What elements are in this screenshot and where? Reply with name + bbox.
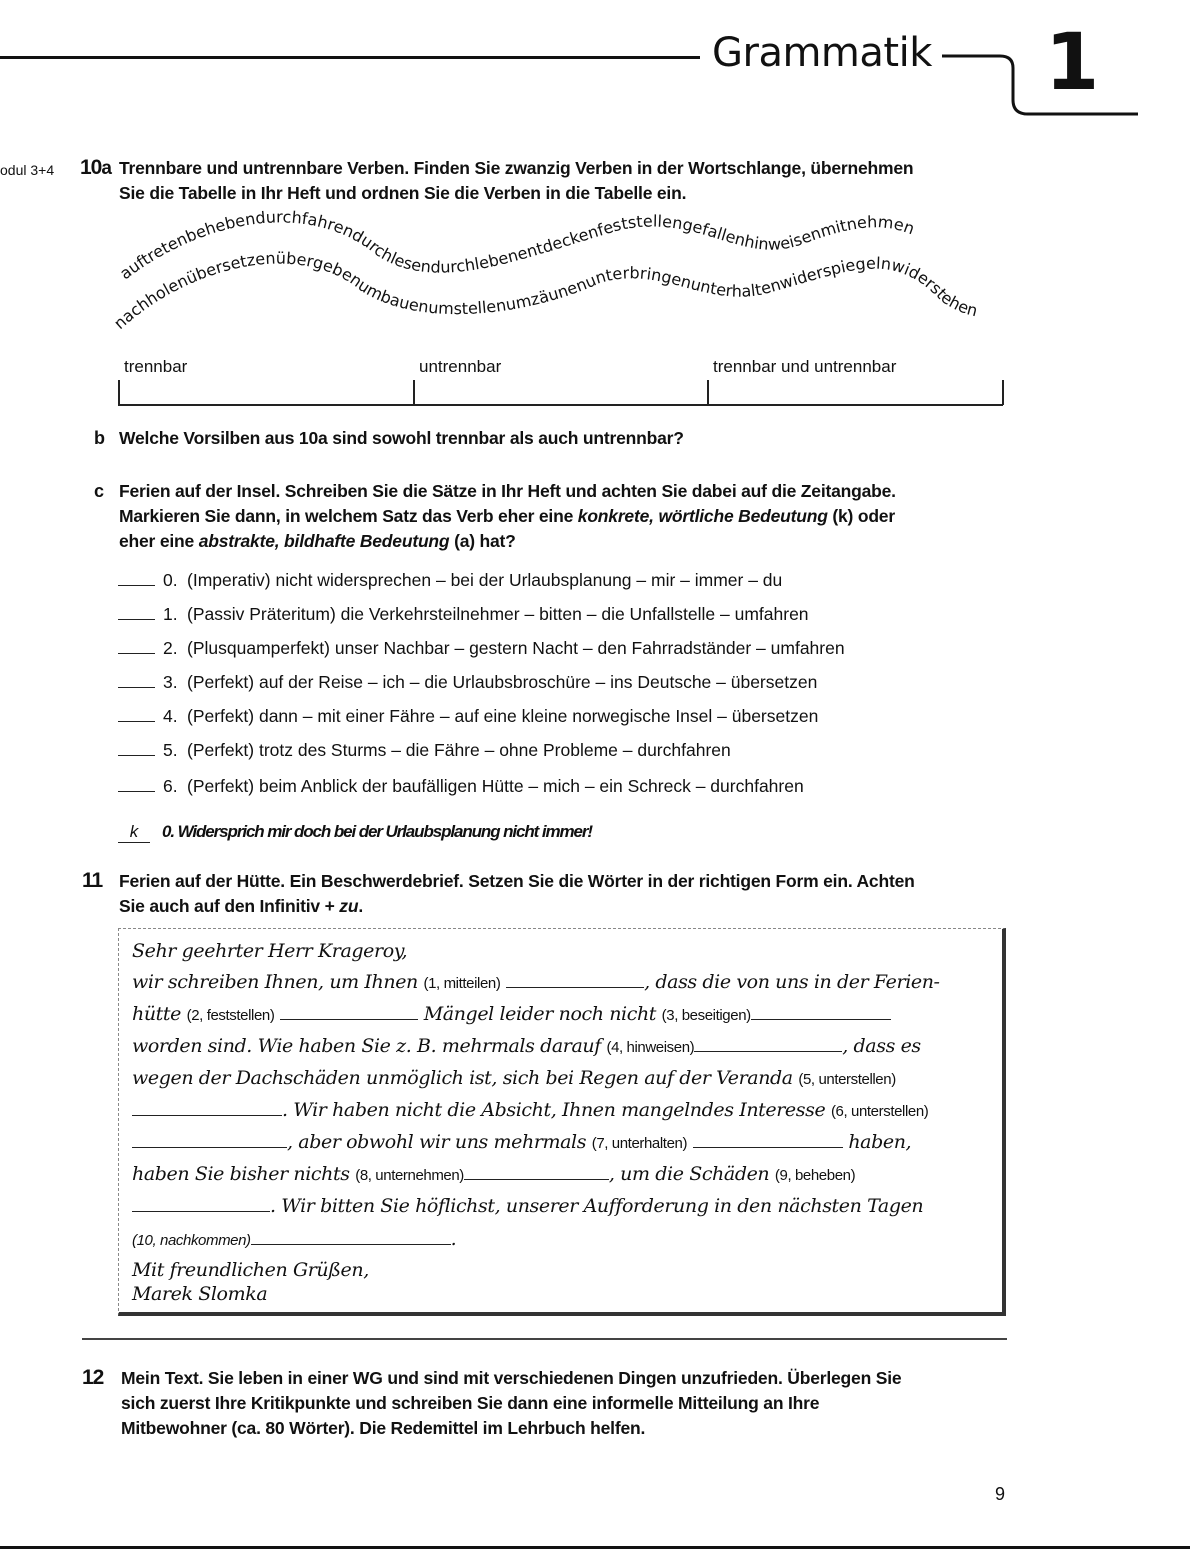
exercise-number-12: 12 [82, 1366, 104, 1389]
table-divider [118, 380, 120, 405]
answer-blank[interactable] [118, 673, 155, 688]
letter-salutation: Sehr geehrter Herr Krageroy, [132, 940, 408, 962]
sentence-item: 0. (Imperativ) nicht widersprechen – bei der Urlaubsplanung – mir – immer – du [118, 570, 782, 594]
table-divider [707, 380, 709, 405]
letter-line: wir schreiben Ihnen, um Ihnen (1, mitteilen) , dass die von uns in der Ferien- [132, 971, 940, 993]
letter-line: , aber obwohl wir uns mehrmals (7, unterhalten) haben, [132, 1131, 911, 1153]
table-divider [1002, 380, 1004, 405]
exercise-10c-instruction: Ferien auf der Insel. Schreiben Sie die Sätze in Ihr Heft und achten Sie dabei auf die Zeitangabe. Markieren Sie dann, in welchem Satz das Verb eher eine konkrete, wörtliche Bedeutung (k) oder eher eine abstrakte, bildhafte Bedeutung (a) hat? [119, 481, 896, 551]
gap-8[interactable] [464, 1165, 609, 1180]
sentence-item: 4. (Perfekt) dann – mit einer Fähre – auf eine kleine norwegische Insel – übersetzen [118, 706, 818, 730]
letter-line: worden sind. Wie haben Sie z. B. mehrmals darauf (4, hinweisen) , dass es [132, 1035, 921, 1057]
letter-line: hütte (2, feststellen) Mängel leider noch nicht (3, beseitigen) [132, 1003, 891, 1025]
module-label: odul 3+4 [0, 162, 55, 178]
example-answer [118, 822, 592, 843]
letter-line: haben Sie bisher nichts (8, unternehmen) , um die Schäden (9, beheben) [132, 1163, 856, 1185]
header-connector-line [940, 0, 1140, 120]
gap-3[interactable] [751, 1005, 891, 1020]
answer-blank[interactable] [118, 639, 155, 654]
gap-2[interactable] [280, 1005, 418, 1020]
table-header-trennbar: trennbar [124, 357, 188, 376]
answer-blank[interactable] [118, 605, 155, 620]
gap-6[interactable] [132, 1133, 287, 1148]
exercise-10c-letter: c [94, 481, 105, 501]
page-bottom-rule [0, 1546, 1190, 1549]
header-rule [0, 56, 700, 59]
word-snake-lower: nachholenübersetzenübergebenumbauenumstellenumzäunenunterbringenunterhaltenwiderspiegelnwiderstehen [109, 248, 980, 333]
gap-4[interactable] [694, 1037, 842, 1052]
sentence-item: 5. (Perfekt) trotz des Sturms – die Fähre – ohne Probleme – durchfahren [118, 740, 731, 764]
table-header-untrennbar: untrennbar [419, 357, 502, 376]
answer-blank[interactable] [118, 707, 155, 722]
sentence-item: 2. (Plusquamperfekt) unser Nachbar – gestern Nacht – den Fahrradständer – umfahren [118, 638, 845, 662]
sentence-item: 1. (Passiv Präteritum) die Verkehrsteilnehmer – bitten – die Unfallstelle – umfahren [118, 604, 809, 628]
gap-7[interactable] [693, 1133, 843, 1148]
letter-line: . Wir bitten Sie höflichst, unserer Aufforderung in den nächsten Tagen [132, 1195, 923, 1217]
table-header-both: trennbar und untrennbar [713, 357, 897, 376]
section-divider [82, 1338, 1007, 1340]
chapter-number: 1 [1045, 18, 1100, 108]
gap-1[interactable] [506, 973, 644, 988]
page-title: Grammatik [712, 30, 932, 76]
letter-closing: Mit freundlichen Grüßen, [132, 1259, 369, 1281]
gap-10[interactable] [251, 1230, 451, 1245]
exercise-10b-instruction: Welche Vorsilben aus 10a sind sowohl trennbar als auch untrennbar? [119, 428, 684, 448]
sentence-item: 6. (Perfekt) beim Anblick der baufälligen Hütte – mich – ein Schreck – durchfahren [118, 776, 804, 800]
answer-blank[interactable] [118, 741, 155, 756]
page-number: 9 [995, 1484, 1006, 1504]
example-sentence: 0. Widersprich mir doch bei der Urlaubsplanung nicht immer! [162, 822, 592, 841]
table-divider [413, 380, 415, 405]
gap-9[interactable] [132, 1197, 270, 1212]
answer-blank[interactable] [118, 777, 155, 792]
letter-signature: Marek Slomka [132, 1283, 268, 1305]
table-baseline [118, 404, 1003, 406]
letter-line: wegen der Dachschäden unmöglich ist, sich bei Regen auf der Veranda (5, unterstellen) [132, 1067, 896, 1089]
exercise-10a-instruction: Trennbare und untrennbare Verben. Finden Sie zwanzig Verben in der Wortschlange, übernehmen Sie die Tabelle in Ihr Heft und ordnen Sie die Verben in die Tabelle ein. [119, 158, 914, 203]
word-snake-upper: auftretenbehebendurchfahrendurchlesendurchlebenentdeckenfeststellengefallenhinweisenmitnehmen [116, 207, 918, 284]
letter-line: . Wir haben nicht die Absicht, Ihnen mangelndes Interesse (6, unterstellen) [132, 1099, 928, 1121]
word-snake [100, 205, 1040, 345]
gap-5[interactable] [132, 1101, 282, 1116]
exercise-10b-letter: b [94, 428, 105, 448]
answer-blank[interactable] [118, 571, 155, 586]
example-answer-letter: k [118, 822, 150, 843]
exercise-11-instruction: Ferien auf der Hütte. Ein Beschwerdebrief. Setzen Sie die Wörter in der richtigen Form ein. Achten Sie auch auf den Infinitiv + zu. [119, 871, 915, 916]
letter-line: (10, nachkommen) . [132, 1228, 457, 1250]
exercise-12-instruction: Mein Text. Sie leben in einer WG und sind mit verschiedenen Dingen unzufrieden. Überlegen Sie sich zuerst Ihre Kritikpunkte und schreiben Sie dann eine informelle Mitteilung an Ihre Mitbewohner (ca. 80 Wörter). Die Redemittel im Lehrbuch helfen. [121, 1368, 902, 1438]
exercise-number-11: 11 [82, 869, 103, 892]
exercise-number-10: 10a [80, 156, 112, 179]
sentence-item: 3. (Perfekt) auf der Reise – ich – die Urlaubsbroschüre – ins Deutsche – übersetzen [118, 672, 817, 696]
